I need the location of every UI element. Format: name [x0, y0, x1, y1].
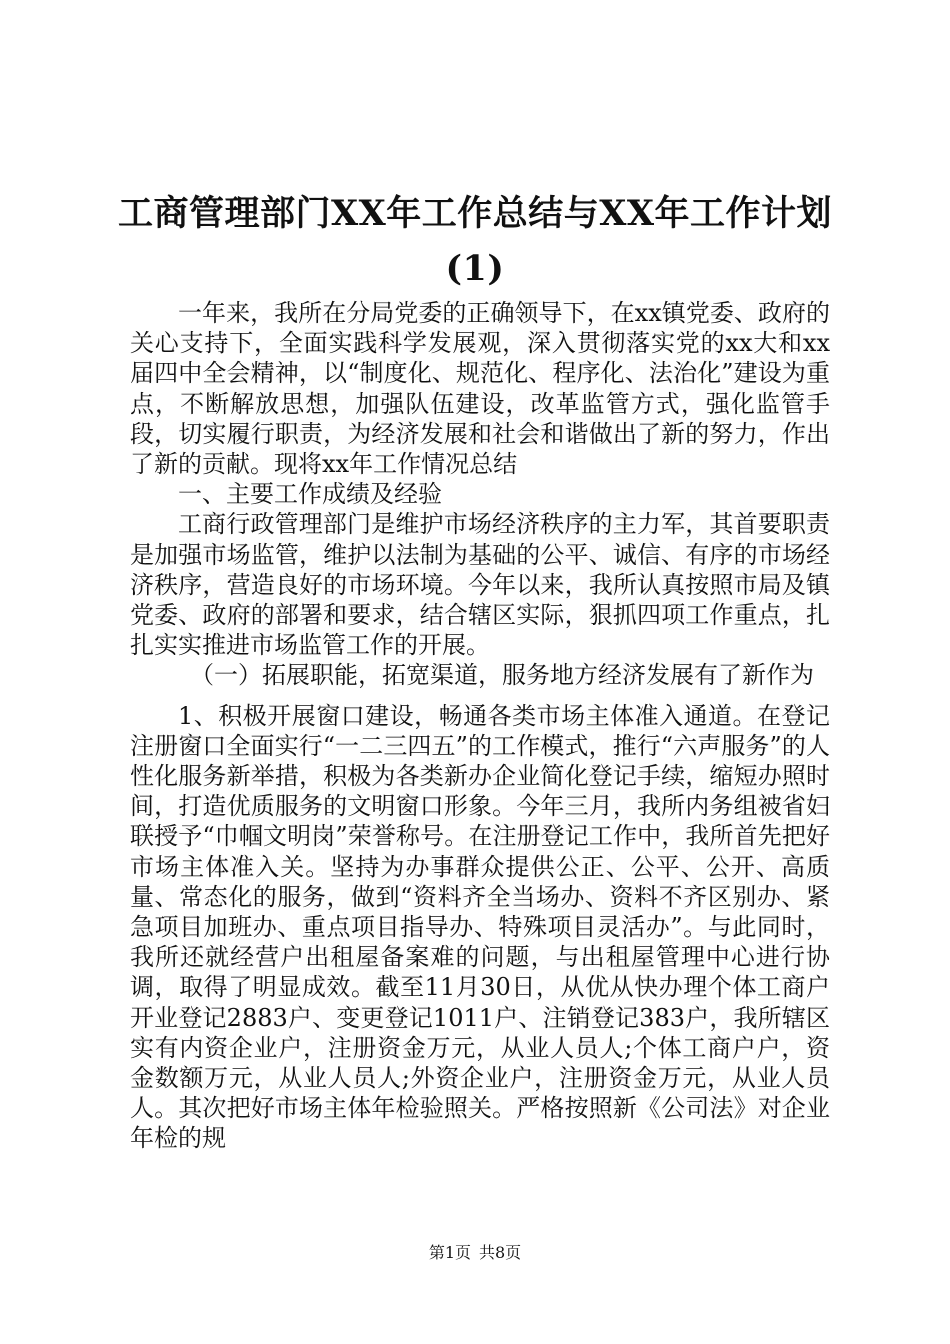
page-footer — [0, 1243, 950, 1263]
page-number: 第1页 — [428, 1243, 471, 1262]
section-heading: 一、主要工作成绩及经验 — [178, 480, 442, 509]
document-body — [130, 298, 830, 1154]
paragraph-item-1: 1、积极开展窗口建设，畅通各类市场主体准入通道。在登记注册窗口全面实行“一二三四五”的工作模式，推行“六声服务”的人性化服务新举措，积极为各类新办企业简化登记手续，缩短办照时间，打造优质服务的文明窗口形象。今年三月，我所内务组被省妇联授予“巾帼文明岗”荣誉称号。在注册登记工作中，我所首先把好市场主体准入关。坚持为办事群众提供公正、公平、公开、高质量、常态化的服务，做到“资料齐全当场办、资料不齐区别办、紧急项目加班办、重点项目指导办、特殊项目灵活办”。与此同时，我所还就经营户出租屋备案难的问题，与出租屋管理中心进行协调，取得了明显成效。截至11月30日，从优从快办理个体工商户开业登记2883户、变更登记1011户、注销登记383户，我所辖区实有内资企业户，注册资金万元，从业人员人;个体工商户户，资金数额万元，从业人员人;外资企业户，注册资金万元，从业人员人。其次把好市场主体年检验照关。严格按照新《公司法》对企业年检的规 — [130, 701, 830, 1153]
paragraph-overview: 工商行政管理部门是维护市场经济秩序的主力军，其首要职责是加强市场监管，维护以法制为基础的公平、诚信、有序的市场经济秩序，营造良好的市场环境。今年以来，我所认真按照市局及镇党委、政府的部署和要求，结合辖区实际，狠抓四项工作重点，扎扎实实推进市场监管工作的开展。 — [130, 510, 830, 660]
subsection-heading: （一）拓展职能，拓宽渠道，服务地方经济发展有了新作为 — [190, 661, 814, 690]
paragraph-intro: 一年来，我所在分局党委的正确领导下，在xx镇党委、政府的关心支持下，全面实践科学发展观，深入贯彻落实党的xx大和xx届四中全会精神，以“制度化、规范化、程序化、法治化”建设为重点，不断解放思想，加强队伍建设，改革监管方式，强化监管手段，切实履行职责，为经济发展和社会和谐做出了新的努力，作出了新的贡献。现将xx年工作情况总结 — [130, 299, 830, 479]
document-title: 工商管理部门XX年工作总结与XX年工作计划 — [117, 193, 833, 234]
page-total: 共8页 — [479, 1243, 522, 1262]
document-title-suffix: (1) — [445, 248, 505, 289]
